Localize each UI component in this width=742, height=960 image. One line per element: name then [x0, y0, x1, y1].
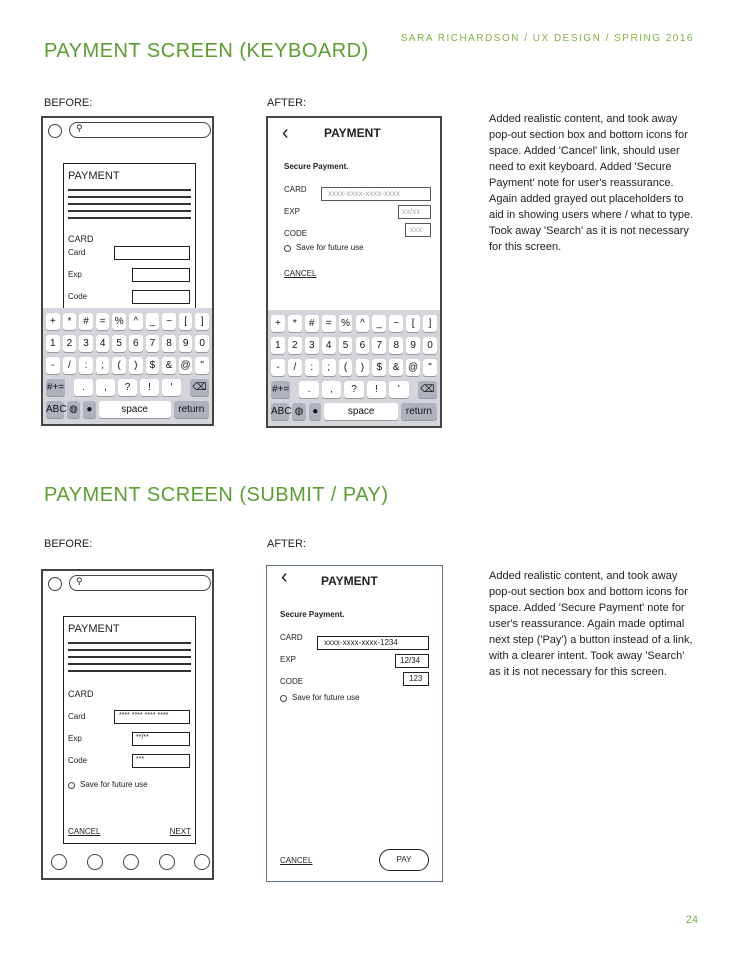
key[interactable]: ~	[389, 315, 403, 332]
section-title-keyboard: PAYMENT SCREEN (KEYBOARD)	[44, 40, 369, 62]
key[interactable]: 1	[271, 337, 285, 354]
after-label: AFTER:	[267, 538, 307, 550]
key[interactable]: [	[179, 313, 193, 330]
exp-label: Exp	[68, 734, 82, 743]
save-label: Save for future use	[80, 780, 148, 789]
key[interactable]: -	[271, 359, 285, 376]
back-chevron-icon[interactable]: ‹	[282, 122, 289, 144]
key[interactable]: #	[305, 315, 319, 332]
key[interactable]: )	[129, 357, 143, 374]
key[interactable]: 7	[146, 335, 160, 352]
card-title: PAYMENT	[68, 623, 120, 635]
keyboard	[43, 308, 212, 424]
back-chevron-icon[interactable]: ‹	[281, 566, 288, 588]
key[interactable]: ,	[96, 379, 115, 396]
card-label: CARD	[280, 633, 303, 642]
key[interactable]: 1	[46, 335, 60, 352]
key[interactable]: ?	[118, 379, 137, 396]
key[interactable]: +	[46, 313, 60, 330]
key[interactable]: ^	[129, 313, 143, 330]
code-input[interactable]: ***	[132, 754, 190, 768]
search-bar[interactable]	[69, 575, 211, 591]
key[interactable]: @	[406, 359, 420, 376]
key[interactable]: 3	[79, 335, 93, 352]
key[interactable]: 2	[288, 337, 302, 354]
key[interactable]: -	[46, 357, 60, 374]
card-input[interactable]: **** **** **** ****	[114, 710, 190, 724]
before-phone-keyboard	[41, 116, 214, 426]
code-label: CODE	[280, 677, 304, 686]
card-input[interactable]	[114, 246, 190, 260]
page-number: 24	[685, 914, 698, 926]
secure-payment-note: Secure Payment.	[280, 610, 345, 619]
key[interactable]: 4	[96, 335, 110, 352]
key[interactable]: 2	[63, 335, 77, 352]
nav-icon-3[interactable]	[123, 854, 139, 870]
key-more-symbols[interactable]: #+=	[271, 381, 290, 398]
key[interactable]: )	[356, 359, 370, 376]
key-abc[interactable]: ABC	[46, 401, 64, 418]
card-label: Card	[68, 248, 86, 257]
mic-icon[interactable]: ●	[309, 403, 322, 420]
search-icon: ⚲	[76, 576, 83, 586]
screen-title: PAYMENT	[321, 574, 378, 588]
search-icon: ⚲	[76, 123, 83, 133]
key[interactable]: %	[339, 315, 353, 332]
key[interactable]: !	[140, 379, 159, 396]
key[interactable]: ?	[344, 381, 363, 398]
key[interactable]: [	[406, 315, 420, 332]
card-label: CARD	[284, 185, 307, 194]
payment-card-box	[63, 163, 196, 323]
code-label: CODE	[284, 229, 308, 238]
after-label: AFTER:	[267, 97, 307, 109]
before-label: BEFORE:	[44, 538, 93, 550]
code-label: Code	[68, 292, 88, 301]
key[interactable]: ]	[195, 313, 209, 330]
key[interactable]: ;	[96, 357, 110, 374]
key[interactable]: 7	[372, 337, 386, 354]
return-key[interactable]: return	[174, 401, 209, 418]
key[interactable]: 3	[305, 337, 319, 354]
key[interactable]: 8	[162, 335, 176, 352]
save-label: Save for future use	[292, 693, 360, 702]
user-icon	[48, 124, 62, 138]
cancel-link[interactable]: CANCEL	[280, 856, 313, 865]
key[interactable]: %	[112, 313, 126, 330]
key[interactable]: "	[423, 359, 437, 376]
exp-input[interactable]: **/**	[132, 732, 190, 746]
description-submit: Added realistic content, and took away pop-out section box and bottom icons for space. Added 'Secure Payment' note for user's reassurance. Again made optimal next step ('Pay') a button instead of a link, with a clearer intent. Took away 'Search' as it is not necessary for this screen.	[489, 570, 693, 678]
key[interactable]: $	[372, 359, 386, 376]
key[interactable]: _	[372, 315, 386, 332]
exp-label: EXP	[284, 207, 301, 216]
screen-title: PAYMENT	[324, 126, 381, 140]
key[interactable]: ;	[322, 359, 336, 376]
save-label: Save for future use	[296, 243, 364, 252]
cancel-link[interactable]: CANCEL	[284, 269, 317, 278]
user-icon	[48, 577, 62, 591]
key[interactable]: @	[179, 357, 193, 374]
bottom-nav-icons	[43, 848, 212, 878]
globe-icon[interactable]: ◍	[67, 401, 81, 418]
key[interactable]: :	[79, 357, 93, 374]
key[interactable]: 0	[195, 335, 209, 352]
before-phone-submit	[41, 569, 214, 880]
space-key[interactable]: space	[324, 403, 397, 420]
exp-label: EXP	[280, 655, 297, 664]
key[interactable]: (	[339, 359, 353, 376]
description-keyboard: Added realistic content, and took away pop-out section box and bottom icons for space. Added 'Cancel' link, should user need to exit keyboard. Added 'Secure Payment' note for user's reassurance. Again added grayed out placeholders to aid in showing users where / what to type. Took away 'Search' as it is not necessary for this screen.	[489, 113, 694, 253]
key[interactable]: '	[389, 381, 408, 398]
key[interactable]: ]	[423, 315, 437, 332]
key[interactable]: /	[63, 357, 77, 374]
key[interactable]: /	[288, 359, 302, 376]
key[interactable]: +	[271, 315, 285, 332]
save-radio[interactable]	[280, 695, 287, 702]
secure-payment-note: Secure Payment.	[284, 162, 349, 171]
key[interactable]: #	[79, 313, 93, 330]
key[interactable]: 9	[406, 337, 420, 354]
exp-input[interactable]	[132, 268, 190, 282]
key[interactable]: =	[96, 313, 110, 330]
code-input[interactable]	[132, 290, 190, 304]
key[interactable]: .	[74, 379, 93, 396]
key[interactable]: ,	[322, 381, 341, 398]
key[interactable]: 5	[112, 335, 126, 352]
key[interactable]: "	[195, 357, 209, 374]
delete-key-icon[interactable]: ⌫	[190, 379, 209, 396]
key[interactable]: (	[112, 357, 126, 374]
code-input[interactable]: xxx	[405, 223, 431, 237]
card-input[interactable]: xxxx-xxxx-xxxx-1234	[317, 636, 429, 650]
key[interactable]: &	[162, 357, 176, 374]
exp-label: Exp	[68, 270, 82, 279]
nav-icon-1[interactable]	[51, 854, 67, 870]
card-label: Card	[68, 712, 86, 721]
globe-icon[interactable]: ◍	[292, 403, 306, 420]
key[interactable]: *	[288, 315, 302, 332]
key[interactable]: =	[322, 315, 336, 332]
key[interactable]: 5	[339, 337, 353, 354]
key[interactable]: 8	[389, 337, 403, 354]
key[interactable]: 6	[129, 335, 143, 352]
key[interactable]: 6	[356, 337, 370, 354]
key-more-symbols[interactable]: #+=	[46, 379, 65, 396]
search-bar[interactable]	[69, 122, 211, 138]
space-key[interactable]: space	[99, 401, 171, 418]
key[interactable]: &	[389, 359, 403, 376]
cancel-link[interactable]: CANCEL	[68, 827, 101, 836]
next-link[interactable]: NEXT	[169, 827, 191, 836]
return-key[interactable]: return	[401, 403, 437, 420]
payment-card-box	[63, 616, 196, 844]
mic-icon[interactable]: ●	[83, 401, 95, 418]
save-radio[interactable]	[68, 782, 75, 789]
card-input[interactable]: xxxx-xxxx-xxxx-xxxx	[321, 187, 431, 201]
delete-key-icon[interactable]: ⌫	[418, 381, 437, 398]
nav-icon-4[interactable]	[159, 854, 175, 870]
nav-icon-5[interactable]	[194, 854, 210, 870]
before-label: BEFORE:	[44, 97, 93, 109]
key[interactable]: _	[146, 313, 160, 330]
key[interactable]: *	[63, 313, 77, 330]
exp-input[interactable]: xx/xx	[398, 205, 431, 219]
key[interactable]: .	[299, 381, 318, 398]
key[interactable]: 4	[322, 337, 336, 354]
key[interactable]: ^	[356, 315, 370, 332]
key[interactable]: 0	[423, 337, 437, 354]
exp-input[interactable]: 12/34	[395, 654, 429, 668]
code-label: Code	[68, 756, 88, 765]
pay-button[interactable]: PAY	[379, 849, 429, 871]
keyboard	[268, 310, 440, 426]
card-title: PAYMENT	[68, 170, 120, 182]
key[interactable]: '	[162, 379, 181, 396]
save-radio[interactable]	[284, 245, 291, 252]
card-section-label: CARD	[68, 234, 94, 244]
key[interactable]: 9	[179, 335, 193, 352]
nav-icon-2[interactable]	[87, 854, 103, 870]
after-phone-submit	[266, 565, 443, 882]
key-abc[interactable]: ABC	[271, 403, 289, 420]
section-title-submit: PAYMENT SCREEN (SUBMIT / PAY)	[44, 484, 389, 506]
key[interactable]: :	[305, 359, 319, 376]
code-input[interactable]: 123	[403, 672, 429, 686]
key[interactable]: ~	[162, 313, 176, 330]
after-phone-keyboard	[266, 116, 442, 428]
card-section-label: CARD	[68, 689, 94, 699]
key[interactable]: !	[367, 381, 386, 398]
page-header: SARA RICHARDSON / UX DESIGN / SPRING 2016	[400, 33, 694, 44]
key[interactable]: $	[146, 357, 160, 374]
